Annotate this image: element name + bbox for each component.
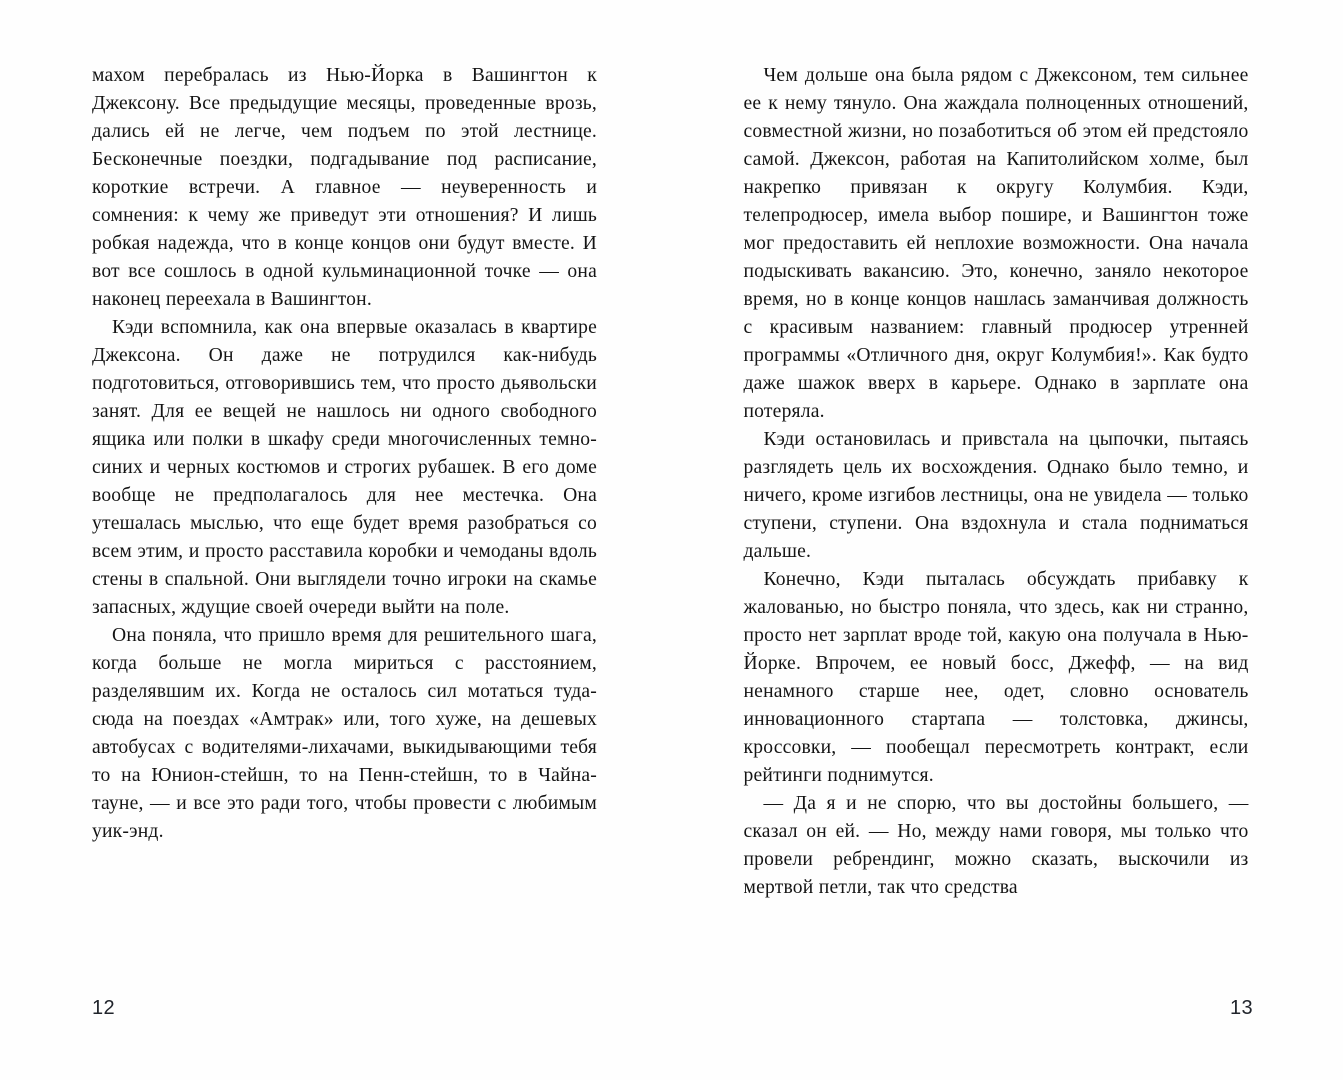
page-right [672,0,1343,1080]
page-number-right: 13 [1229,997,1253,1019]
paragraph: Конечно, Кэди пыталась обсуждать прибавку к жалованью, но быстро поняла, что здесь, как ни странно, просто нет зарплат вроде той, какую она получала в Нью-Йорке. Впрочем, ее новый босс, Джефф, — на вид ненамного старше нее, одет, словно основатель инновационного стартапа — толстовка, джинсы, кроссовки, — пообещал пересмотреть контракт, если рейтинги поднимутся. [743,569,1249,786]
right-page-text-block [744,62,1249,902]
paragraph: махом перебралась из Нью-Йорка в Вашингтон к Джексону. Все предыдущие месяцы, проведенные врозь, дались ей не легче, чем подъем по этой лестнице. Бесконечные поездки, подгадывание под расписание, короткие встречи. А главное — неуверенность и сомнения: к чему же приведут эти отношения? И лишь робкая надежда, что в конце концов они будут вместе. И вот все сошлось в одной кульминационной точке — она наконец переехала в Вашингтон. [92,65,597,310]
paragraph: Она поняла, что пришло время для решительного шага, когда больше не могла мириться с расстоянием, разделявшим их. Когда не осталось сил мотаться туда-сюда на поездах «Амтрак» или, того хуже, на дешевых автобусах с водителями-лихачами, выкидывающими тебя то на Юнион-стейшн, то на Пенн-стейшн, то в Чайна-тауне, — и все это ради того, чтобы провести с любимым уик-энд. [92,625,597,842]
page-number-left: 12 [92,997,116,1019]
paragraph: Кэди остановилась и привстала на цыпочки, пытаясь разглядеть цель их восхождения. Однако было темно, и ничего, кроме изгибов лестницы, она не увидела — только ступени, ступени. Она вздохнула и стала подниматься дальше. [743,429,1249,562]
left-page-text-block [92,62,597,846]
paragraph: — Да я и не спорю, что вы достойны большего, — сказал он ей. — Но, между нами говоря, мы только что провели ребрендинг, можно сказать, выскочили из мертвой петли, так что средства [743,793,1249,898]
paragraph: Чем дольше она была рядом с Джексоном, тем сильнее ее к нему тянуло. Она жаждала полноценных отношений, совместной жизни, но позаботиться об этом ей предстояло самой. Джексон, работая на Капитолийском холме, был накрепко привязан к округу Колумбия. Кэди, телепродюсер, имела выбор пошире, и Вашингтон тоже мог предоставить ей неплохие возможности. Она начала подыскивать вакансию. Это, конечно, заняло некоторое время, но в конце концов нашлась заманчивая должность с красивым названием: главный продюсер утренней программы «Отличного дня, округ Колумбия!». Как будто даже шажок вверх в карьере. Однако в зарплате она потеряла. [743,65,1249,422]
paragraph: Кэди вспомнила, как она впервые оказалась в квартире Джексона. Он даже не потрудился как-нибудь подготовиться, отговорившись тем, что просто дьявольски занят. Для ее вещей не нашлось ни одного свободного ящика или полки в шкафу среди многочисленных темно-синих и черных костюмов и строгих рубашек. В его доме вообще не предполагалось для нее местечка. Она утешалась мыслью, что еще будет время разобраться со всем этим, и просто расставила коробки и чемоданы вдоль стены в спальной. Они выглядели точно игроки на скамье запасных, ждущие своей очереди выйти на поле. [92,317,597,618]
